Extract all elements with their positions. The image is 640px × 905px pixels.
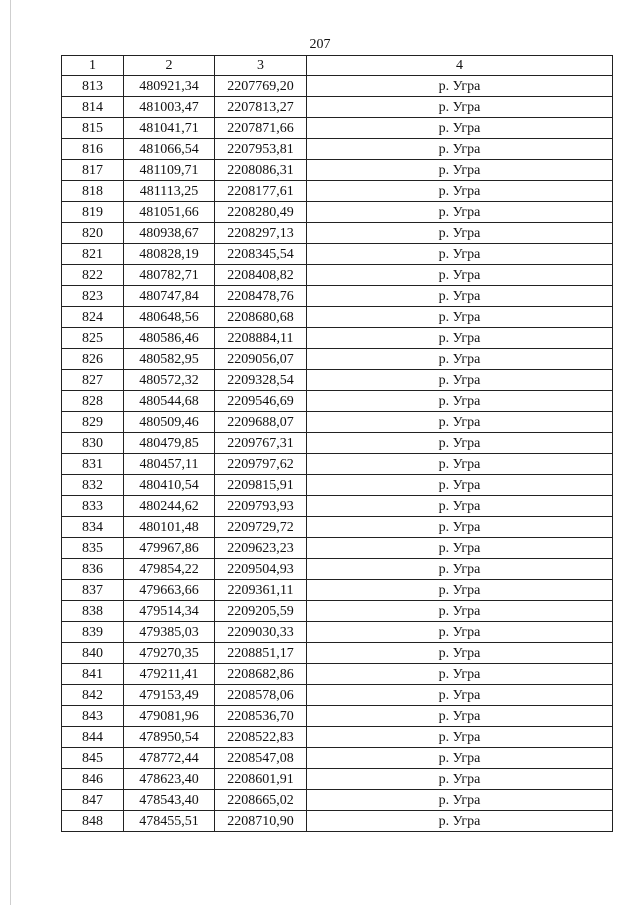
- y-coordinate-cell: 2208536,70: [215, 706, 307, 727]
- table-body: [62, 76, 613, 832]
- point-number-cell: 837: [62, 580, 124, 601]
- point-number-cell: 824: [62, 307, 124, 328]
- point-number-cell: 823: [62, 286, 124, 307]
- y-coordinate-cell: 2208682,86: [215, 664, 307, 685]
- x-coordinate-cell: 480586,46: [124, 328, 215, 349]
- table-row: [62, 412, 613, 433]
- coordinates-table: [61, 55, 613, 832]
- object-name-cell: р. Угра: [307, 181, 613, 202]
- y-coordinate-cell: 2207769,20: [215, 76, 307, 97]
- y-coordinate-cell: 2209623,23: [215, 538, 307, 559]
- x-coordinate-cell: 479211,41: [124, 664, 215, 685]
- point-number-cell: 826: [62, 349, 124, 370]
- point-number-cell: 831: [62, 454, 124, 475]
- table-row: [62, 790, 613, 811]
- table-row: [62, 454, 613, 475]
- x-coordinate-cell: 480648,56: [124, 307, 215, 328]
- y-coordinate-cell: 2209361,11: [215, 580, 307, 601]
- x-coordinate-cell: 480410,54: [124, 475, 215, 496]
- page-edge-line: [10, 0, 11, 905]
- object-name-cell: р. Угра: [307, 685, 613, 706]
- object-name-cell: р. Угра: [307, 706, 613, 727]
- table-row: [62, 118, 613, 139]
- x-coordinate-cell: 481003,47: [124, 97, 215, 118]
- y-coordinate-cell: 2208578,06: [215, 685, 307, 706]
- point-number-cell: 836: [62, 559, 124, 580]
- y-coordinate-cell: 2208547,08: [215, 748, 307, 769]
- point-number-cell: 847: [62, 790, 124, 811]
- x-coordinate-cell: 480938,67: [124, 223, 215, 244]
- point-number-cell: 825: [62, 328, 124, 349]
- object-name-cell: р. Угра: [307, 391, 613, 412]
- table-row: [62, 811, 613, 832]
- x-coordinate-cell: 479385,03: [124, 622, 215, 643]
- point-number-cell: 822: [62, 265, 124, 286]
- table-row: [62, 202, 613, 223]
- y-coordinate-cell: 2207953,81: [215, 139, 307, 160]
- object-name-cell: р. Угра: [307, 643, 613, 664]
- y-coordinate-cell: 2209688,07: [215, 412, 307, 433]
- x-coordinate-cell: 479081,96: [124, 706, 215, 727]
- object-name-cell: р. Угра: [307, 349, 613, 370]
- point-number-cell: 843: [62, 706, 124, 727]
- x-coordinate-cell: 481041,71: [124, 118, 215, 139]
- table-row: [62, 685, 613, 706]
- y-coordinate-cell: 2209729,72: [215, 517, 307, 538]
- point-number-cell: 827: [62, 370, 124, 391]
- y-coordinate-cell: 2208710,90: [215, 811, 307, 832]
- object-name-cell: р. Угра: [307, 139, 613, 160]
- x-coordinate-cell: 478772,44: [124, 748, 215, 769]
- object-name-cell: р. Угра: [307, 790, 613, 811]
- x-coordinate-cell: 480572,32: [124, 370, 215, 391]
- table-row: [62, 496, 613, 517]
- point-number-cell: 829: [62, 412, 124, 433]
- point-number-cell: 844: [62, 727, 124, 748]
- table-row: [62, 76, 613, 97]
- header-col-1: 1: [62, 56, 124, 76]
- table-row: [62, 265, 613, 286]
- y-coordinate-cell: 2209504,93: [215, 559, 307, 580]
- x-coordinate-cell: 479270,35: [124, 643, 215, 664]
- y-coordinate-cell: 2208297,13: [215, 223, 307, 244]
- object-name-cell: р. Угра: [307, 496, 613, 517]
- x-coordinate-cell: 481109,71: [124, 160, 215, 181]
- table-row: [62, 706, 613, 727]
- x-coordinate-cell: 479153,49: [124, 685, 215, 706]
- x-coordinate-cell: 480544,68: [124, 391, 215, 412]
- object-name-cell: р. Угра: [307, 97, 613, 118]
- y-coordinate-cell: 2208851,17: [215, 643, 307, 664]
- y-coordinate-cell: 2209030,33: [215, 622, 307, 643]
- table-row: [62, 328, 613, 349]
- x-coordinate-cell: 479854,22: [124, 559, 215, 580]
- point-number-cell: 842: [62, 685, 124, 706]
- y-coordinate-cell: 2208665,02: [215, 790, 307, 811]
- object-name-cell: р. Угра: [307, 580, 613, 601]
- point-number-cell: 821: [62, 244, 124, 265]
- y-coordinate-cell: 2209205,59: [215, 601, 307, 622]
- point-number-cell: 839: [62, 622, 124, 643]
- object-name-cell: р. Угра: [307, 475, 613, 496]
- point-number-cell: 830: [62, 433, 124, 454]
- table-row: [62, 433, 613, 454]
- table-row: [62, 181, 613, 202]
- y-coordinate-cell: 2208408,82: [215, 265, 307, 286]
- x-coordinate-cell: 481066,54: [124, 139, 215, 160]
- object-name-cell: р. Угра: [307, 811, 613, 832]
- object-name-cell: р. Угра: [307, 328, 613, 349]
- y-coordinate-cell: 2209546,69: [215, 391, 307, 412]
- point-number-cell: 833: [62, 496, 124, 517]
- object-name-cell: р. Угра: [307, 307, 613, 328]
- y-coordinate-cell: 2209767,31: [215, 433, 307, 454]
- x-coordinate-cell: 478623,40: [124, 769, 215, 790]
- x-coordinate-cell: 480582,95: [124, 349, 215, 370]
- header-col-2: 2: [124, 56, 215, 76]
- point-number-cell: 816: [62, 139, 124, 160]
- table-row: [62, 370, 613, 391]
- table-row: [62, 601, 613, 622]
- table-row: [62, 748, 613, 769]
- object-name-cell: р. Угра: [307, 664, 613, 685]
- x-coordinate-cell: 478543,40: [124, 790, 215, 811]
- table-row: [62, 97, 613, 118]
- object-name-cell: р. Угра: [307, 538, 613, 559]
- point-number-cell: 835: [62, 538, 124, 559]
- point-number-cell: 834: [62, 517, 124, 538]
- object-name-cell: р. Угра: [307, 223, 613, 244]
- point-number-cell: 838: [62, 601, 124, 622]
- y-coordinate-cell: 2208884,11: [215, 328, 307, 349]
- table-row: [62, 517, 613, 538]
- point-number-cell: 818: [62, 181, 124, 202]
- x-coordinate-cell: 480921,34: [124, 76, 215, 97]
- table-row: [62, 580, 613, 601]
- y-coordinate-cell: 2209056,07: [215, 349, 307, 370]
- y-coordinate-cell: 2208345,54: [215, 244, 307, 265]
- point-number-cell: 817: [62, 160, 124, 181]
- point-number-cell: 819: [62, 202, 124, 223]
- table-row: [62, 286, 613, 307]
- table-row: [62, 391, 613, 412]
- x-coordinate-cell: 480828,19: [124, 244, 215, 265]
- point-number-cell: 820: [62, 223, 124, 244]
- table-row: [62, 160, 613, 181]
- object-name-cell: р. Угра: [307, 433, 613, 454]
- table-row: [62, 475, 613, 496]
- table-row: [62, 559, 613, 580]
- x-coordinate-cell: 480747,84: [124, 286, 215, 307]
- point-number-cell: 832: [62, 475, 124, 496]
- x-coordinate-cell: 481051,66: [124, 202, 215, 223]
- y-coordinate-cell: 2209328,54: [215, 370, 307, 391]
- object-name-cell: р. Угра: [307, 559, 613, 580]
- object-name-cell: р. Угра: [307, 601, 613, 622]
- point-number-cell: 845: [62, 748, 124, 769]
- y-coordinate-cell: 2208478,76: [215, 286, 307, 307]
- y-coordinate-cell: 2208177,61: [215, 181, 307, 202]
- y-coordinate-cell: 2208522,83: [215, 727, 307, 748]
- y-coordinate-cell: 2209797,62: [215, 454, 307, 475]
- table-row: [62, 307, 613, 328]
- object-name-cell: р. Угра: [307, 244, 613, 265]
- object-name-cell: р. Угра: [307, 160, 613, 181]
- y-coordinate-cell: 2208680,68: [215, 307, 307, 328]
- object-name-cell: р. Угра: [307, 412, 613, 433]
- x-coordinate-cell: 479967,86: [124, 538, 215, 559]
- y-coordinate-cell: 2207871,66: [215, 118, 307, 139]
- table-row: [62, 769, 613, 790]
- table-row: [62, 139, 613, 160]
- table-row: [62, 223, 613, 244]
- y-coordinate-cell: 2209793,93: [215, 496, 307, 517]
- header-col-4: 4: [307, 56, 613, 76]
- object-name-cell: р. Угра: [307, 769, 613, 790]
- x-coordinate-cell: 479663,66: [124, 580, 215, 601]
- object-name-cell: р. Угра: [307, 727, 613, 748]
- object-name-cell: р. Угра: [307, 748, 613, 769]
- point-number-cell: 813: [62, 76, 124, 97]
- point-number-cell: 841: [62, 664, 124, 685]
- table-row: [62, 622, 613, 643]
- object-name-cell: р. Угра: [307, 118, 613, 139]
- point-number-cell: 840: [62, 643, 124, 664]
- object-name-cell: р. Угра: [307, 622, 613, 643]
- point-number-cell: 846: [62, 769, 124, 790]
- point-number-cell: 828: [62, 391, 124, 412]
- y-coordinate-cell: 2208601,91: [215, 769, 307, 790]
- object-name-cell: р. Угра: [307, 370, 613, 391]
- object-name-cell: р. Угра: [307, 454, 613, 475]
- x-coordinate-cell: 481113,25: [124, 181, 215, 202]
- point-number-cell: 815: [62, 118, 124, 139]
- y-coordinate-cell: 2208086,31: [215, 160, 307, 181]
- y-coordinate-cell: 2209815,91: [215, 475, 307, 496]
- object-name-cell: р. Угра: [307, 265, 613, 286]
- object-name-cell: р. Угра: [307, 76, 613, 97]
- table-row: [62, 643, 613, 664]
- x-coordinate-cell: 480244,62: [124, 496, 215, 517]
- table-row: [62, 727, 613, 748]
- x-coordinate-cell: 480509,46: [124, 412, 215, 433]
- table-row: [62, 244, 613, 265]
- y-coordinate-cell: 2207813,27: [215, 97, 307, 118]
- point-number-cell: 814: [62, 97, 124, 118]
- table-row: [62, 349, 613, 370]
- x-coordinate-cell: 478950,54: [124, 727, 215, 748]
- x-coordinate-cell: 480479,85: [124, 433, 215, 454]
- object-name-cell: р. Угра: [307, 517, 613, 538]
- x-coordinate-cell: 480782,71: [124, 265, 215, 286]
- page-number: 207: [309, 37, 331, 52]
- x-coordinate-cell: 479514,34: [124, 601, 215, 622]
- x-coordinate-cell: 478455,51: [124, 811, 215, 832]
- object-name-cell: р. Угра: [307, 202, 613, 223]
- x-coordinate-cell: 480457,11: [124, 454, 215, 475]
- object-name-cell: р. Угра: [307, 286, 613, 307]
- x-coordinate-cell: 480101,48: [124, 517, 215, 538]
- table-row: [62, 538, 613, 559]
- point-number-cell: 848: [62, 811, 124, 832]
- y-coordinate-cell: 2208280,49: [215, 202, 307, 223]
- table-row: [62, 664, 613, 685]
- header-col-3: 3: [215, 56, 307, 76]
- table-header-row: [62, 56, 613, 76]
